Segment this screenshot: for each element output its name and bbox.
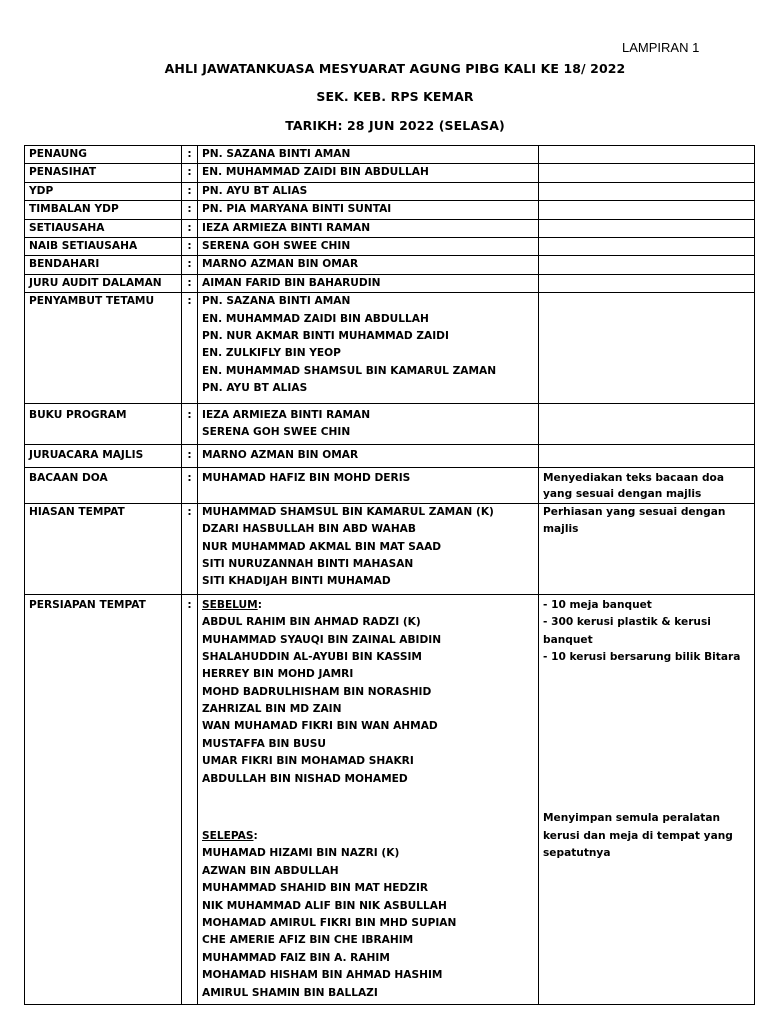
role-cell: TIMBALAN YDP bbox=[25, 201, 182, 219]
role-cell: PERSIAPAN TEMPAT bbox=[25, 594, 182, 1004]
notes-cell bbox=[539, 238, 755, 256]
names-cell bbox=[198, 146, 539, 164]
names-cell bbox=[198, 503, 539, 594]
colon-cell: : bbox=[182, 467, 198, 503]
names-cell bbox=[198, 182, 539, 200]
colon-cell: : bbox=[182, 594, 198, 1004]
committee-table bbox=[24, 145, 755, 1005]
member-name: NUR MUHAMMAD AKMAL BIN MAT SAAD bbox=[202, 540, 442, 553]
role-cell: BUKU PROGRAM bbox=[25, 403, 182, 445]
names-cell bbox=[198, 467, 539, 503]
colon-cell: : bbox=[182, 403, 198, 445]
names-cell bbox=[198, 219, 539, 237]
names-cell bbox=[198, 403, 539, 445]
notes-cell bbox=[539, 403, 755, 445]
notes-cell bbox=[539, 594, 755, 1004]
role-cell: PENAUNG bbox=[25, 146, 182, 164]
member-name: PN. NUR AKMAR BINTI MUHAMMAD ZAIDI bbox=[202, 330, 449, 343]
names-cell bbox=[198, 201, 539, 219]
member-name: AMIRUL SHAMIN BIN BALLAZI bbox=[202, 986, 378, 999]
names-cell bbox=[198, 256, 539, 274]
role-cell: NAIB SETIAUSAHA bbox=[25, 238, 182, 256]
names-cell bbox=[198, 238, 539, 256]
member-name: HERREY BIN MOHD JAMRI bbox=[202, 668, 354, 681]
member-name: UMAR FIKRI BIN MOHAMAD SHAKRI bbox=[202, 755, 414, 768]
table-row bbox=[25, 293, 755, 403]
role-cell: JURUACARA MAJLIS bbox=[25, 445, 182, 467]
note-line: - 10 meja banquet bbox=[543, 598, 652, 611]
notes-cell bbox=[539, 182, 755, 200]
table-row bbox=[25, 445, 755, 467]
note-line: - 10 kerusi bersarung bilik Bitara bbox=[543, 650, 741, 663]
member-name: EN. MUHAMMAD ZAIDI BIN ABDULLAH bbox=[202, 166, 429, 179]
names-cell bbox=[198, 164, 539, 182]
member-name: AZWAN BIN ABDULLAH bbox=[202, 864, 339, 877]
member-name: IEZA ARMIEZA BINTI RAMAN bbox=[202, 221, 371, 234]
member-name: MARNO AZMAN BIN OMAR bbox=[202, 258, 359, 271]
table-row bbox=[25, 201, 755, 219]
colon-cell: : bbox=[182, 164, 198, 182]
member-name: MUHAMAD HAFIZ BIN MOHD DERIS bbox=[202, 471, 411, 484]
member-name: DZARI HASBULLAH BIN ABD WAHAB bbox=[202, 523, 416, 536]
role-cell: HIASAN TEMPAT bbox=[25, 503, 182, 594]
member-name: CHE AMERIE AFIZ BIN CHE IBRAHIM bbox=[202, 934, 414, 947]
member-name: PN. AYU BT ALIAS bbox=[202, 382, 308, 395]
notes-cell bbox=[539, 274, 755, 292]
member-name: IEZA ARMIEZA BINTI RAMAN bbox=[202, 408, 371, 421]
member-name: ABDUL RAHIM BIN AHMAD RADZI (K) bbox=[202, 616, 421, 629]
colon-cell: : bbox=[182, 182, 198, 200]
names-cell bbox=[198, 594, 539, 1004]
member-name: MOHAMAD HISHAM BIN AHMAD HASHIM bbox=[202, 969, 443, 982]
member-name: MUHAMMAD SHAHID BIN MAT HEDZIR bbox=[202, 882, 429, 895]
section-spacer bbox=[202, 788, 534, 828]
member-name: EN. MUHAMMAD SHAMSUL BIN KAMARUL ZAMAN bbox=[202, 364, 497, 377]
table-row bbox=[25, 274, 755, 292]
member-name: MUHAMMAD FAIZ BIN A. RAHIM bbox=[202, 951, 390, 964]
colon-cell: : bbox=[182, 503, 198, 594]
table-row bbox=[25, 256, 755, 274]
table-row bbox=[25, 238, 755, 256]
table-row bbox=[25, 467, 755, 503]
notes-cell bbox=[539, 164, 755, 182]
role-cell: PENASIHAT bbox=[25, 164, 182, 182]
role-cell: JURU AUDIT DALAMAN bbox=[25, 274, 182, 292]
colon-cell: : bbox=[182, 238, 198, 256]
notes-cell bbox=[539, 293, 755, 403]
role-cell: BENDAHARI bbox=[25, 256, 182, 274]
notes-spacer bbox=[543, 666, 750, 810]
table-row bbox=[25, 164, 755, 182]
member-name: EN. ZULKIFLY BIN YEOP bbox=[202, 347, 341, 360]
table-row bbox=[25, 594, 755, 1004]
school-name: SEK. KEB. RPS KEMAR bbox=[316, 89, 474, 104]
notes-cell bbox=[539, 146, 755, 164]
colon-cell: : bbox=[182, 146, 198, 164]
names-cell bbox=[198, 274, 539, 292]
member-name: ABDULLAH BIN NISHAD MOHAMED bbox=[202, 772, 408, 785]
notes-cell bbox=[539, 201, 755, 219]
note-line: - 300 kerusi plastik & kerusi banquet bbox=[543, 616, 711, 646]
notes-cell: Menyediakan teks bacaan doa yang sesuai dengan majlis bbox=[539, 467, 755, 503]
member-name: SHALAHUDDIN AL-AYUBI BIN KASSIM bbox=[202, 650, 422, 663]
meeting-date: TARIKH: 28 JUN 2022 (SELASA) bbox=[285, 118, 505, 133]
names-cell bbox=[198, 293, 539, 403]
names-cell bbox=[198, 445, 539, 467]
table-row bbox=[25, 219, 755, 237]
member-name: ZAHRIZAL BIN MD ZAIN bbox=[202, 703, 342, 716]
table-row bbox=[25, 146, 755, 164]
member-name: MARNO AZMAN BIN OMAR bbox=[202, 449, 359, 462]
member-name: MUHAMMAD SYAUQI BIN ZAINAL ABIDIN bbox=[202, 633, 442, 646]
member-name: MUHAMMAD SHAMSUL BIN KAMARUL ZAMAN (K) bbox=[202, 505, 494, 518]
table-row bbox=[25, 403, 755, 445]
colon-cell: : bbox=[182, 201, 198, 219]
member-name: PN. SAZANA BINTI AMAN bbox=[202, 295, 351, 308]
member-name: MUHAMAD HIZAMI BIN NAZRI (K) bbox=[202, 847, 400, 860]
lampiran-label: LAMPIRAN 1 bbox=[622, 40, 700, 55]
colon-cell: : bbox=[182, 219, 198, 237]
notes-cell bbox=[539, 219, 755, 237]
table-row bbox=[25, 503, 755, 594]
role-cell: BACAAN DOA bbox=[25, 467, 182, 503]
role-cell: PENYAMBUT TETAMU bbox=[25, 293, 182, 403]
document-title: AHLI JAWATANKUASA MESYUARAT AGUNG PIBG KALI KE 18/ 2022 bbox=[164, 61, 626, 76]
member-name: EN. MUHAMMAD ZAIDI BIN ABDULLAH bbox=[202, 312, 429, 325]
member-name: SITI NURUZANNAH BINTI MAHASAN bbox=[202, 557, 414, 570]
member-name: SERENA GOH SWEE CHIN bbox=[202, 425, 351, 438]
subsection-label-sebelum: SEBELUM: bbox=[202, 598, 262, 611]
notes-cell bbox=[539, 445, 755, 467]
member-name: PN. AYU BT ALIAS bbox=[202, 184, 308, 197]
member-name: MOHD BADRULHISHAM BIN NORASHID bbox=[202, 685, 432, 698]
member-name: NIK MUHAMMAD ALIF BIN NIK ASBULLAH bbox=[202, 899, 447, 912]
member-name: SERENA GOH SWEE CHIN bbox=[202, 240, 351, 253]
member-name: PN. SAZANA BINTI AMAN bbox=[202, 148, 351, 160]
member-name: SITI KHADIJAH BINTI MUHAMAD bbox=[202, 575, 391, 588]
colon-cell: : bbox=[182, 274, 198, 292]
member-name: WAN MUHAMAD FIKRI BIN WAN AHMAD bbox=[202, 720, 438, 733]
member-name: MUSTAFFA BIN BUSU bbox=[202, 737, 326, 750]
member-name: MOHAMAD AMIRUL FIKRI BIN MHD SUPIAN bbox=[202, 916, 457, 929]
member-name: PN. PIA MARYANA BINTI SUNTAI bbox=[202, 203, 392, 216]
colon-cell: : bbox=[182, 293, 198, 403]
notes-cell bbox=[539, 256, 755, 274]
subsection-label-selepas: SELEPAS: bbox=[202, 830, 258, 843]
role-cell: SETIAUSAHA bbox=[25, 219, 182, 237]
note-line: Menyimpan semula peralatan kerusi dan meja di tempat yang sepatutnya bbox=[543, 812, 733, 860]
colon-cell: : bbox=[182, 445, 198, 467]
role-cell: YDP bbox=[25, 182, 182, 200]
colon-cell: : bbox=[182, 256, 198, 274]
member-name: AIMAN FARID BIN BAHARUDIN bbox=[202, 276, 381, 289]
notes-cell: Perhiasan yang sesuai dengan majlis bbox=[539, 503, 755, 594]
table-row bbox=[25, 182, 755, 200]
